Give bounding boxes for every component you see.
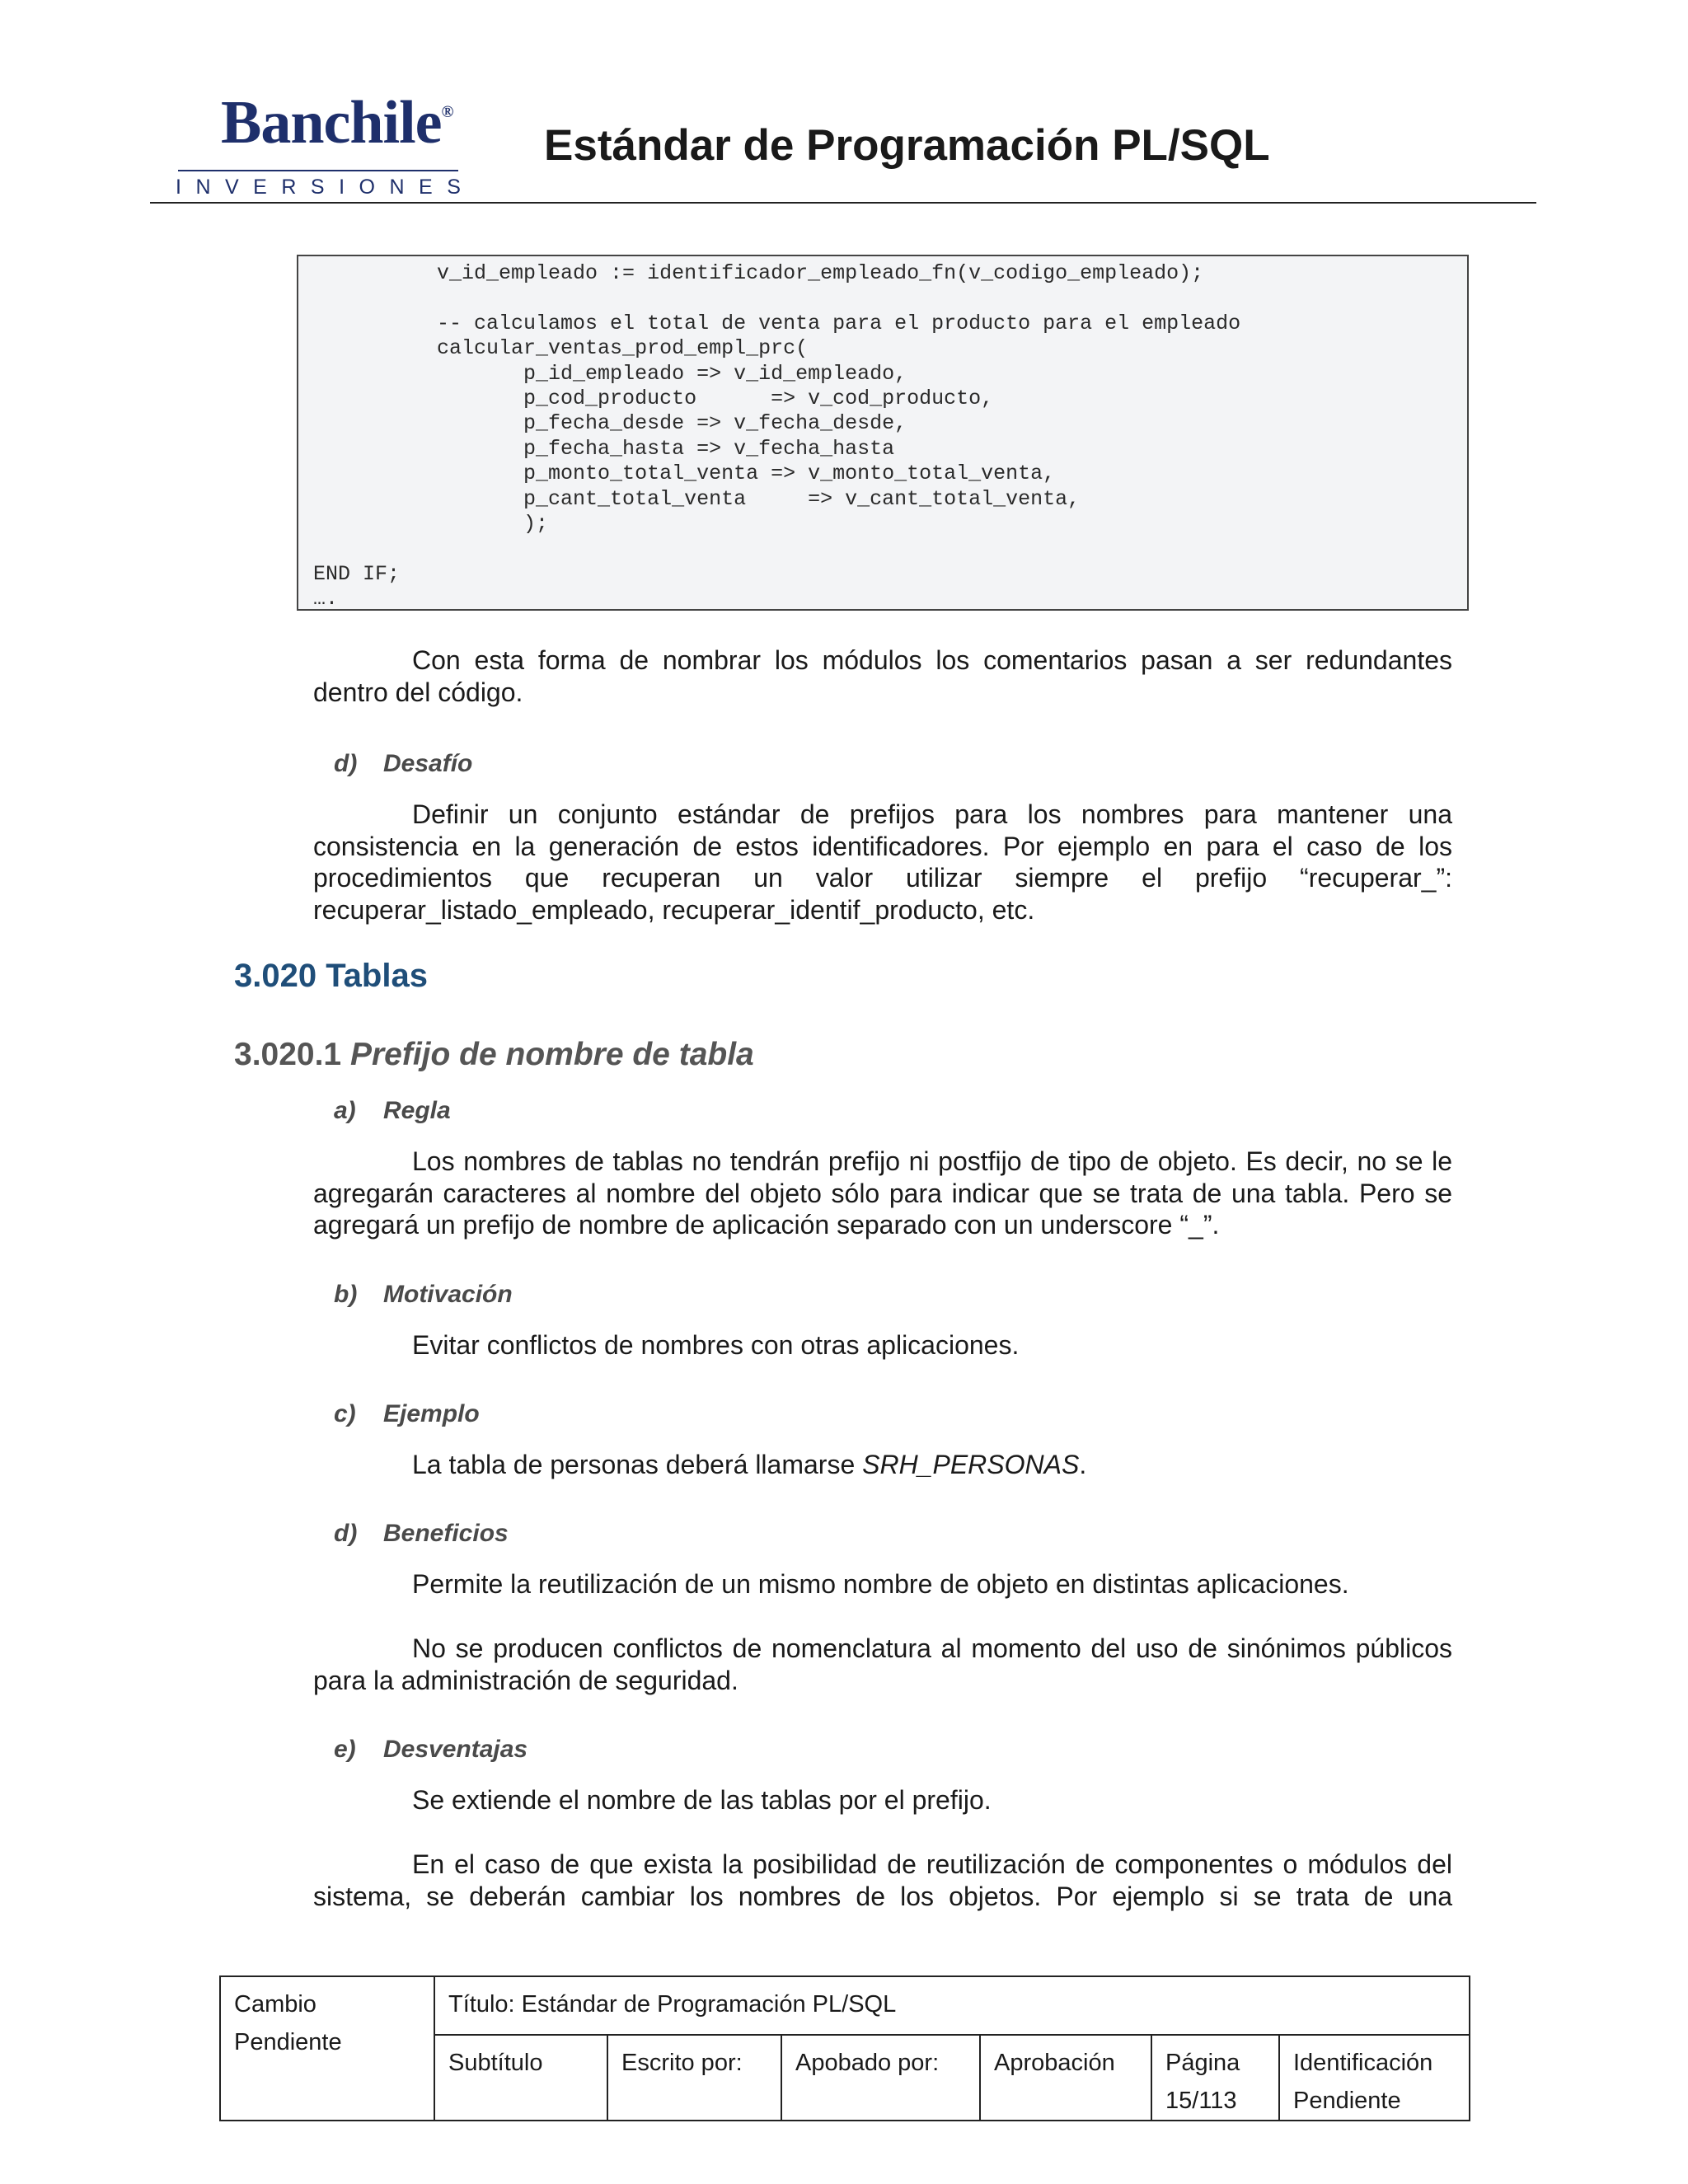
paragraph-regla: Los nombres de tablas no tendrán prefijo ni postfijo de tipo de objeto. Es decir, no se le agregarán caracteres al nombre del objeto sólo para indicar que se trata de una tabla. Pero se agregará un prefijo de nombre de aplicación separado con un underscore “_”. xyxy=(313,1146,1452,1240)
code-line: p_id_empleado => v_id_empleado, xyxy=(313,361,907,386)
subsection-beneficios xyxy=(334,1520,509,1548)
footer-identificacion-cell xyxy=(1279,2035,1470,2121)
paragraph-ejemplo xyxy=(313,1449,1452,1481)
footer-subtitulo: Subtítulo xyxy=(434,2035,607,2121)
subsection-number: 3.020.1 xyxy=(234,1037,342,1072)
code-line: ); xyxy=(313,512,549,537)
subsection-label: Motivación xyxy=(383,1281,513,1308)
paragraph-desafio: Definir un conjunto estándar de prefijos para los nombres para mantener una consistencia en la generación de estos identificadores. Por ejemplo en para el caso de los procedimientos que recuperan un valor utilizar siempre el prefijo “recuperar_”: xyxy=(313,799,1452,893)
footer-apobado-por: Apobado por: xyxy=(781,2035,980,2121)
paragraph-motivacion: Evitar conflictos de nombres con otras aplicaciones. xyxy=(412,1330,1020,1360)
subsection-letter: d) xyxy=(334,750,358,777)
logo-rule xyxy=(178,170,458,171)
subsection-letter: a) xyxy=(334,1097,356,1124)
footer-pendiente: Pendiente xyxy=(234,2029,342,2055)
footer-aprobacion: Aprobación xyxy=(980,2035,1151,2121)
code-line xyxy=(313,537,1240,561)
subsection-motivacion xyxy=(334,1281,513,1309)
ejemplo-text-end: . xyxy=(1079,1450,1087,1479)
ejemplo-table-name: SRH_PERSONAS xyxy=(862,1450,1080,1479)
banchile-logo xyxy=(221,89,453,157)
subsection-desventajas xyxy=(334,1736,528,1764)
footer-pagina: Página xyxy=(1165,2050,1240,2076)
code-block xyxy=(297,255,1469,611)
code-line: calcular_ventas_prod_empl_prc( xyxy=(313,336,809,361)
subsection-label: Desafío xyxy=(383,750,473,777)
subsection-ejemplo xyxy=(334,1400,480,1428)
footer-cambio-cell xyxy=(220,1976,434,2121)
code-line: p_cant_total_venta => v_cant_total_venta, xyxy=(313,486,1081,511)
footer-titulo: Título: Estándar de Programación PL/SQL xyxy=(434,1976,1470,2035)
section-heading: 3.020 Tablas xyxy=(234,958,428,994)
header-divider xyxy=(150,202,1536,204)
logo-name: Banchile xyxy=(221,89,442,157)
code-line: p_cod_producto => v_cod_producto, xyxy=(313,387,994,411)
subsection-letter: e) xyxy=(334,1736,356,1763)
code-line xyxy=(313,286,1240,311)
code-line: …. xyxy=(313,587,339,611)
subsection-label: Ejemplo xyxy=(383,1400,480,1427)
code-text xyxy=(313,261,1240,611)
paragraph-beneficios-2: No se producen conflictos de nomenclatura al momento del uso de sinónimos públicos para la administración de seguridad. xyxy=(313,1633,1452,1695)
subsection-title: Prefijo de nombre de tabla xyxy=(349,1037,754,1072)
footer-pagina-cell xyxy=(1151,2035,1279,2121)
paragraph-desafio-last: recuperar_listado_empleado, recuperar_identif_producto, etc. xyxy=(313,895,1035,925)
footer-identificacion-val: Pendiente xyxy=(1293,2088,1401,2114)
paragraph-intro: Con esta forma de nombrar los módulos los comentarios pasan a ser redundantes dentro del código. xyxy=(313,645,1452,707)
footer-pagina-num: 15/113 xyxy=(1165,2088,1237,2114)
subsection-label: Regla xyxy=(383,1097,451,1124)
subsection-letter: b) xyxy=(334,1281,358,1308)
document-title: Estándar de Programación PL/SQL xyxy=(544,121,1270,170)
code-line: p_monto_total_venta => v_monto_total_venta, xyxy=(313,462,1056,486)
footer-identificacion: Identificación xyxy=(1293,2050,1433,2076)
subsection-label: Desventajas xyxy=(383,1736,528,1763)
subsection-letter: d) xyxy=(334,1520,358,1547)
paragraph-beneficios-1: Permite la reutilización de un mismo nombre de objeto en distintas aplicaciones. xyxy=(412,1569,1349,1599)
subsection-regla xyxy=(334,1097,451,1125)
paragraph-desventajas-2: En el caso de que exista la posibilidad de reutilización de componentes o módulos del sistema, se deberán cambiar los nombres de los objetos. Por ejemplo si se trata de una xyxy=(313,1849,1452,1911)
logo-registered-mark: ® xyxy=(441,103,453,121)
footer-cambio: Cambio xyxy=(234,1991,316,2018)
footer-escrito-por: Escrito por: xyxy=(607,2035,781,2121)
code-line: -- calculamos el total de venta para el producto para el empleado xyxy=(313,311,1241,335)
code-line: p_fecha_desde => v_fecha_desde, xyxy=(313,411,907,436)
ejemplo-text: La tabla de personas deberá llamarse xyxy=(412,1450,863,1479)
subsection-heading xyxy=(234,1037,754,1073)
footer-table xyxy=(219,1975,1470,2121)
subsection-letter: c) xyxy=(334,1400,356,1427)
logo-subtitle: INVERSIONES xyxy=(176,176,476,199)
code-line: END IF; xyxy=(313,561,401,586)
subsection-desafio xyxy=(334,750,472,778)
code-line: p_fecha_hasta => v_fecha_hasta xyxy=(313,436,895,461)
subsection-label: Beneficios xyxy=(383,1520,509,1547)
code-line: v_id_empleado := identificador_empleado_fn(v_codigo_empleado); xyxy=(313,261,1204,285)
paragraph-desventajas-1: Se extiende el nombre de las tablas por el prefijo. xyxy=(412,1785,992,1815)
